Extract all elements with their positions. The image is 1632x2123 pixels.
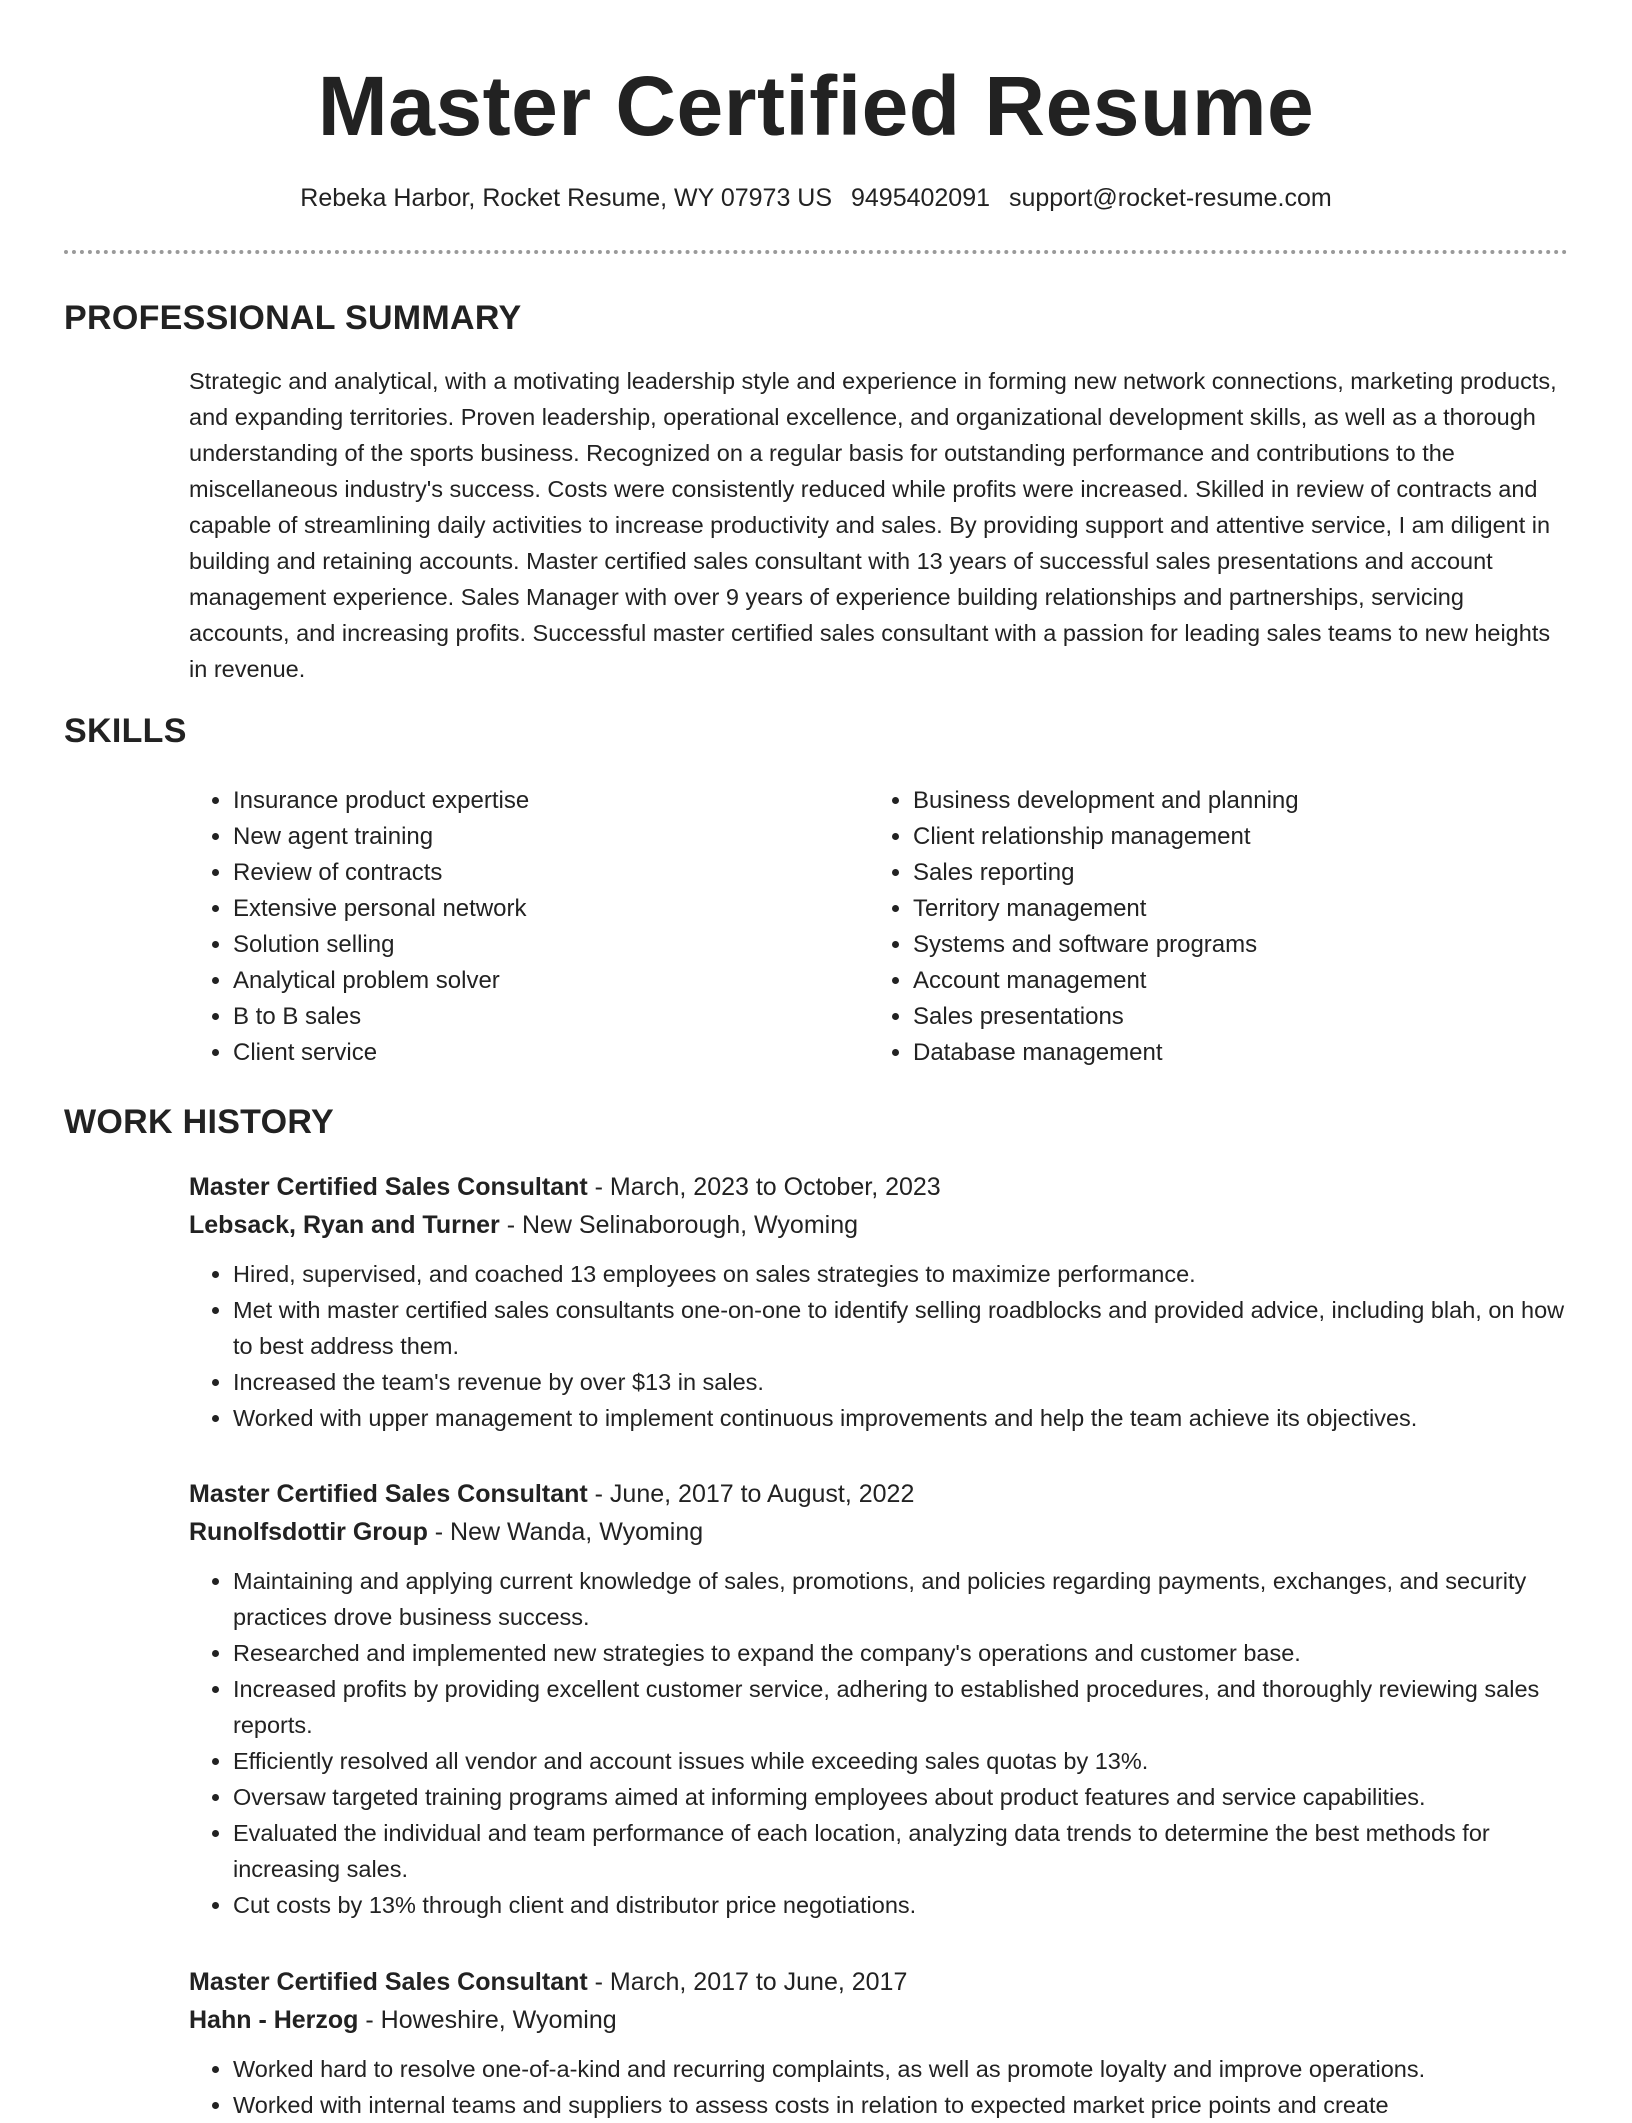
- job-bullet: • Evaluated the individual and team performance of each location, analyzing data trends to determine the best methods for increasing sales.: [233, 1815, 1569, 1887]
- summary-text: Strategic and analytical, with a motivating leadership style and experience in forming new network connections, marketing products, and expanding territories. Proven leadership, operational excellence, and organizational development skills, as well as a thorough understanding of the sports business. Recognized on a regular basis for outstanding performance and contributions to the miscellaneous industry's success. Costs were consistently reduced while profits were increased. Skilled in review of contracts and capable of streamlining daily activities to increase productivity and sales. By providing support and attentive service, I am diligent in building and retaining accounts. Master certified sales consultant with 13 years of successful sales presentations and account management experience. Sales Manager with over 9 years of experience building relationships and partnerships, servicing accounts, and increasing profits. Successful master certified sales consultant with a passion for leading sales teams to new heights in revenue.: [189, 368, 1557, 682]
- job-company-line: [189, 1206, 1569, 1244]
- job-bullet: • Oversaw targeted training programs aimed at informing employees about product features and service capabilities.: [233, 1779, 1569, 1815]
- job-bullet: • Cut costs by 13% through client and distributor price negotiations.: [233, 1887, 1569, 1923]
- job-company-line: [189, 2001, 1569, 2039]
- job-bullet: • Met with master certified sales consultants one-on-one to identify selling roadblocks and provided advice, including blah, on how to best address them.: [233, 1292, 1569, 1364]
- skill-item: • Sales presentations: [913, 999, 1553, 1035]
- skill-item: • B to B sales: [233, 999, 833, 1035]
- skill-item: • Insurance product expertise: [233, 783, 833, 819]
- job-dates: - March, 2023 to October, 2023: [587, 1173, 941, 1201]
- job-bullet: • Researched and implemented new strategies to expand the company's operations and customer base.: [233, 1635, 1569, 1671]
- job-title-line: [189, 1168, 1569, 1206]
- job-bullet: • Increased profits by providing excellent customer service, adhering to established procedures, and thoroughly reviewing sales reports.: [233, 1671, 1569, 1743]
- skill-item: • New agent training: [233, 819, 833, 855]
- job-dates: - March, 2017 to June, 2017: [587, 1968, 908, 1996]
- skills-heading: SKILLS: [64, 712, 187, 750]
- skill-item: • Solution selling: [233, 927, 833, 963]
- job-title: Master Certified Sales Consultant: [189, 1968, 588, 1996]
- skill-item: • Extensive personal network: [233, 891, 833, 927]
- job-company: Lebsack, Ryan and Turner: [189, 1211, 500, 1239]
- job-bullet: • Worked with upper management to implement continuous improvements and help the team achieve its objectives.: [233, 1400, 1569, 1436]
- job-bullet: • Hired, supervised, and coached 13 employees on sales strategies to maximize performance.: [233, 1256, 1569, 1292]
- job-location: - Howeshire, Wyoming: [358, 2006, 617, 2034]
- job-bullets: [189, 1563, 1569, 1923]
- job-bullet: • Worked hard to resolve one-of-a-kind and recurring complaints, as well as promote loyalty and improve operations.: [233, 2051, 1569, 2087]
- skills-list-left: [189, 783, 833, 1071]
- skill-item: • Review of contracts: [233, 855, 833, 891]
- skill-item: • Territory management: [913, 891, 1553, 927]
- job-company: Hahn - Herzog: [189, 2006, 359, 2034]
- skill-item: • Client service: [233, 1035, 833, 1071]
- job-dates: - June, 2017 to August, 2022: [587, 1480, 915, 1508]
- job-bullet: • Worked with internal teams and suppliers to assess costs in relation to expected market price points and create: [233, 2087, 1569, 2123]
- job-bullet: • Efficiently resolved all vendor and account issues while exceeding sales quotas by 13%.: [233, 1743, 1569, 1779]
- contact-phone: 9495402091: [850, 184, 991, 212]
- skill-item: • Systems and software programs: [913, 927, 1553, 963]
- contact-email: support@rocket-resume.com: [1008, 184, 1332, 212]
- job-location: - New Selinaborough, Wyoming: [499, 1211, 859, 1239]
- contact-line: [0, 180, 1632, 216]
- work-history-heading: WORK HISTORY: [64, 1103, 334, 1141]
- skill-item: • Client relationship management: [913, 819, 1553, 855]
- job-entry: [189, 1168, 1569, 1436]
- job-title-line: [189, 1475, 1569, 1513]
- skills-list-right: [869, 783, 1553, 1071]
- job-title: Master Certified Sales Consultant: [189, 1480, 588, 1508]
- job-title: Master Certified Sales Consultant: [189, 1173, 588, 1201]
- job-bullets: [189, 1256, 1569, 1436]
- skill-item: • Database management: [913, 1035, 1553, 1071]
- skill-item: • Account management: [913, 963, 1553, 999]
- resume-title: Master Certified Resume: [317, 59, 1315, 153]
- job-bullets: [189, 2051, 1569, 2123]
- header-divider: [64, 250, 1568, 254]
- contact-address: Rebeka Harbor, Rocket Resume, WY 07973 US: [300, 184, 833, 212]
- job-location: - New Wanda, Wyoming: [427, 1518, 704, 1546]
- job-title-line: [189, 1963, 1569, 2001]
- job-entry: [189, 1963, 1569, 2123]
- skill-item: • Analytical problem solver: [233, 963, 833, 999]
- skill-item: • Business development and planning: [913, 783, 1553, 819]
- job-company: Runolfsdottir Group: [189, 1518, 428, 1546]
- skill-item: • Sales reporting: [913, 855, 1553, 891]
- job-company-line: [189, 1513, 1569, 1551]
- job-entry: [189, 1475, 1569, 1923]
- job-bullet: • Increased the team's revenue by over $13 in sales.: [233, 1364, 1569, 1400]
- job-bullet: • Maintaining and applying current knowledge of sales, promotions, and policies regarding payments, exchanges, and security practices drove business success.: [233, 1563, 1569, 1635]
- summary-heading: PROFESSIONAL SUMMARY: [64, 299, 522, 337]
